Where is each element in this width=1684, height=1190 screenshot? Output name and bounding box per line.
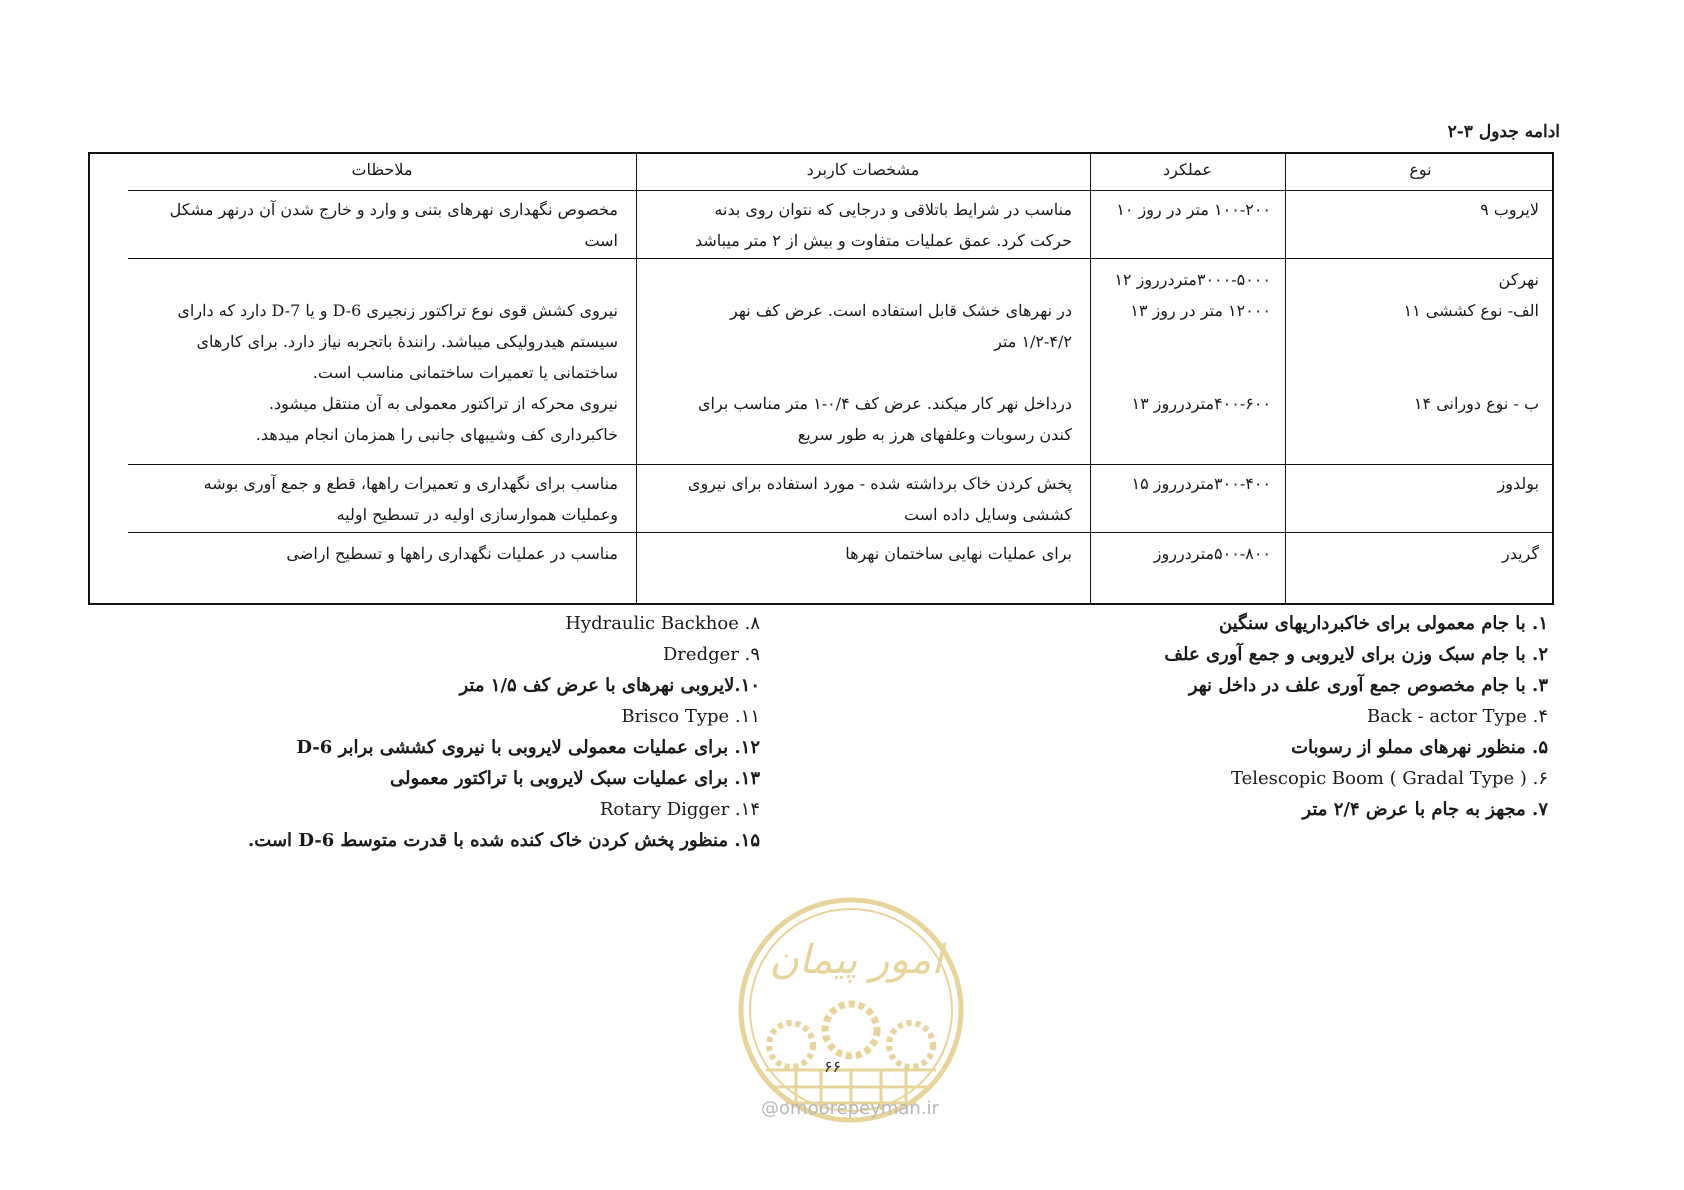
- footnote: ۵. منظور نهرهای مملو از رسوبات: [1291, 737, 1548, 758]
- cell-notes: [204, 468, 618, 530]
- cell-line: مخصوص نگهداری نهرهای بتنی و وارد و خارج شدن آن درنهر مشکل: [169, 200, 618, 219]
- cell-usage: [688, 468, 1072, 530]
- cell-line: درداخل نهر کار میکند. عرض کف ۰/۴-۱ متر مناسب برای: [698, 394, 1072, 413]
- row-divider: [128, 532, 1552, 533]
- table-caption: ادامه جدول ۳-۲: [1447, 122, 1560, 142]
- footnote: ۱۱. Brisco Type: [621, 706, 760, 727]
- cell-usage: [845, 538, 1072, 569]
- cell-line: است: [584, 231, 618, 250]
- column-divider: [1285, 154, 1286, 603]
- cell-line: ۳۰۰۰-۵۰۰۰متردرروز ۱۲: [1114, 270, 1271, 289]
- footnote: ۳. با جام مخصوص جمع آوری علف در داخل نهر: [1188, 675, 1548, 696]
- footnote: ۱۲. برای عملیات معمولی لایروبی با نیروی کششی برابر D-6: [296, 737, 760, 758]
- cell-line: در نهرهای خشک قابل استفاده است. عرض کف نهر: [730, 301, 1072, 320]
- footnote: ۹. Dredger: [662, 644, 760, 665]
- cell-performance: [1114, 264, 1271, 419]
- cell-line: کندن رسوبات وعلفهای هرز به طور سریع: [797, 425, 1072, 444]
- cell-line: نیروی محرکه از تراکتور معمولی به آن منتقل میشود.: [268, 394, 618, 413]
- cell-line: گریدر: [1501, 544, 1539, 563]
- cell-line: ۴۰۰-۶۰۰متردرروز ۱۳: [1131, 394, 1271, 413]
- equipment-table: [88, 152, 1554, 605]
- cell-type: [1502, 538, 1539, 569]
- header-notes: ملاحظات: [351, 160, 413, 179]
- cell-line: نیروی کشش قوی نوع تراکتور زنجیری D-6 و یا D-7 دارد که دارای: [177, 301, 618, 320]
- cell-line: ۳۰۰-۴۰۰متردرروز ۱۵: [1131, 474, 1271, 493]
- cell-line: وعملیات هموارسازی اولیه در تسطیح اولیه: [336, 505, 618, 524]
- cell-line: لایروب ۹: [1480, 200, 1539, 219]
- cell-line: مناسب در عملیات نگهداری راهها و تسطیح اراضی: [286, 544, 618, 563]
- cell-line: نهرکن: [1498, 270, 1539, 289]
- cell-line: ب - نوع دورانی ۱۴: [1413, 394, 1539, 413]
- column-divider: [636, 154, 637, 603]
- cell-line: [698, 264, 1072, 295]
- cell-line: [1114, 357, 1271, 388]
- watermark-url: @omoorepeyman.ir: [761, 1098, 939, 1119]
- footnote: ۶. Telescopic Boom ( Gradal Type ): [1230, 768, 1548, 789]
- header-type: نوع: [1409, 160, 1432, 179]
- cell-line: [1404, 326, 1540, 357]
- header-performance: عملکرد: [1163, 160, 1212, 179]
- cell-line: سیستم هیدرولیکی میباشد. رانندۀ باتجربه نیاز دارد. برای کارهای: [196, 332, 618, 351]
- cell-notes: [286, 538, 618, 569]
- omoorepeyman-logo: [736, 895, 966, 1125]
- cell-usage: [698, 264, 1072, 450]
- cell-line: ۱/۲-۴/۲ متر: [994, 332, 1072, 351]
- cell-line: پخش کردن خاک برداشته شده - مورد استفاده برای نیروی: [687, 474, 1072, 493]
- cell-line: [698, 357, 1072, 388]
- footnote: ۱۳. برای عملیات سبک لایروبی با تراکتور معمولی: [390, 768, 760, 789]
- footnote: ۷. مجهز به جام با عرض ۲/۴ متر: [1302, 799, 1548, 820]
- footnote: ۸. Hydraulic Backhoe: [565, 613, 760, 634]
- cell-line: ساختمانی یا تعمیرات ساختمانی مناسب است.: [312, 363, 618, 382]
- cell-line: [1404, 357, 1540, 388]
- cell-line: بولدوز: [1497, 474, 1539, 493]
- footnote: ۱۵. منظور پخش کردن خاک کنده شده با قدرت متوسط D-6 است.: [248, 830, 760, 851]
- cell-notes: [177, 264, 618, 450]
- page-number: ۶۶: [824, 1057, 842, 1076]
- cell-type: [1498, 468, 1539, 499]
- cell-line: مناسب در شرایط باتلاقی و درجایی که نتوان روی بدنه: [714, 200, 1072, 219]
- column-divider: [1090, 154, 1091, 603]
- cell-usage: [695, 194, 1072, 256]
- cell-line: کششی وسایل داده است: [904, 505, 1072, 524]
- cell-line: الف- نوع کششی ۱۱: [1403, 301, 1539, 320]
- cell-performance: [1154, 538, 1271, 569]
- cell-notes: [170, 194, 618, 256]
- cell-line: ۱۰۰-۲۰۰ متر در روز ۱۰: [1116, 200, 1271, 219]
- footnote: ۴. Back - actor Type: [1366, 706, 1548, 727]
- row-divider: [128, 190, 1552, 191]
- row-divider: [128, 258, 1552, 259]
- cell-type: [1404, 264, 1540, 419]
- footnote: ۱۴. Rotary Digger: [599, 799, 760, 820]
- cell-line: [177, 264, 618, 295]
- cell-line: ۱۲۰۰۰ متر در روز ۱۳: [1130, 301, 1271, 320]
- logo-text: امور پیمان: [769, 937, 943, 983]
- cell-line: برای عملیات نهایی ساختمان نهرها: [845, 544, 1072, 563]
- footnotes-right: [988, 608, 1548, 825]
- header-usage: مشخصات کاربرد: [806, 160, 920, 179]
- footnotes-left: [200, 608, 760, 856]
- cell-line: [1114, 326, 1271, 357]
- cell-performance: [1116, 194, 1271, 225]
- cell-performance: [1132, 468, 1272, 499]
- cell-line: حرکت کرد. عمق عملیات متفاوت و بیش از ۲ متر میباشد: [694, 231, 1072, 250]
- cell-line: مناسب برای نگهداری و تعمیرات راهها، قطع و جمع آوری بوشه: [203, 474, 618, 493]
- row-divider: [128, 464, 1552, 465]
- cell-line: خاکبرداری کف وشیبهای جانبی را همزمان انجام میدهد.: [255, 425, 618, 444]
- footnote: ۱. با جام معمولی برای خاکبرداریهای سنگین: [1218, 613, 1548, 634]
- cell-line: ۵۰۰-۸۰۰متردرروز: [1153, 544, 1271, 563]
- footnote: ۲. با جام سبک وزن برای لایروبی و جمع آوری علف: [1164, 644, 1548, 665]
- cell-type: [1480, 194, 1539, 225]
- footnote: ۱۰.لایروبی نهرهای با عرض کف ۱/۵ متر: [459, 675, 760, 696]
